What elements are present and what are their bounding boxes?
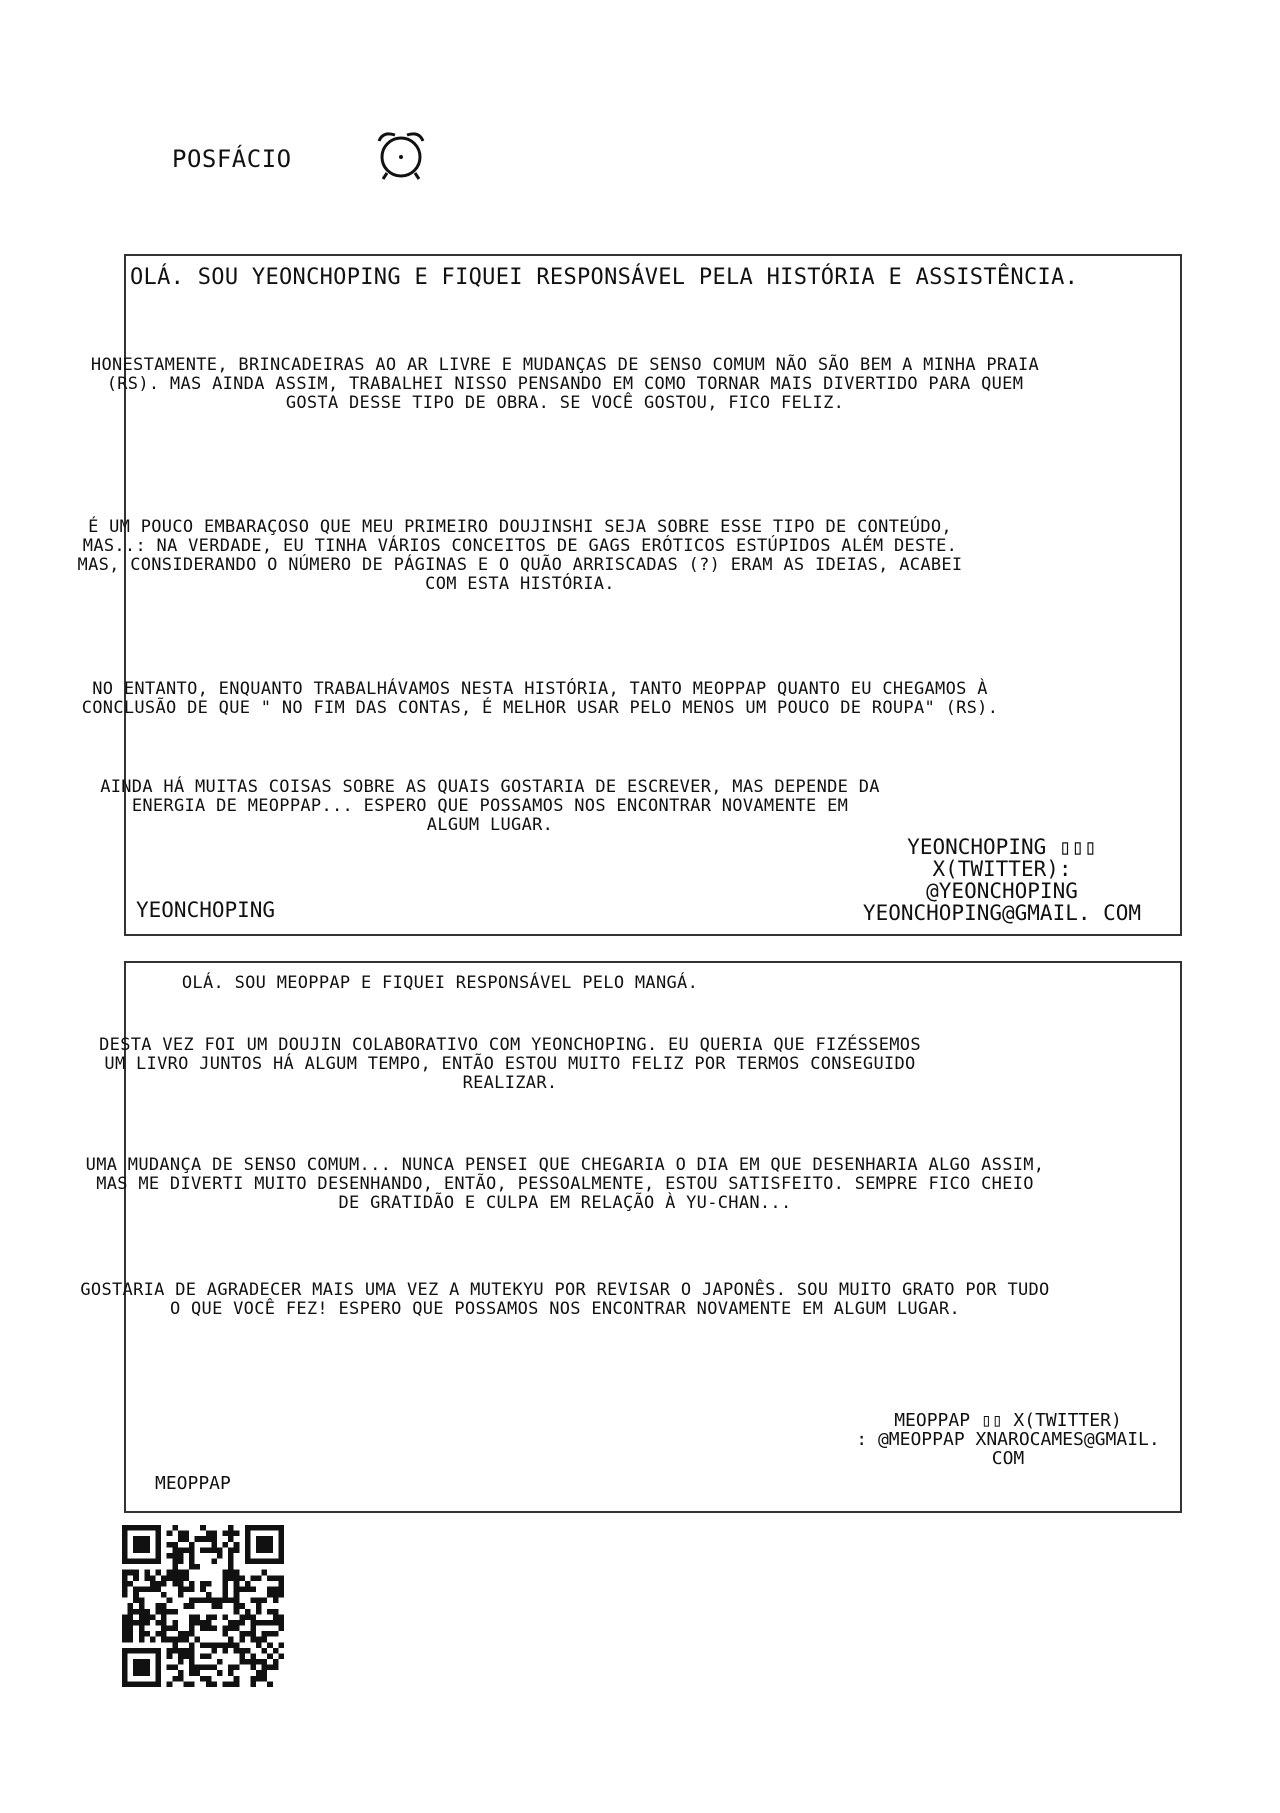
box2-heading: OLÁ. SOU MEOPPAP E FIQUEI RESPONSÁVEL PELO MANGÁ. bbox=[181, 973, 699, 993]
box2-paragraph-1: DESTA VEZ FOI UM DOUJIN COLABORATIVO COM YEONCHOPING. EU QUERIA QUE FIZÉSSEMOS UM LIVRO JUNTOS HÁ ALGUM TEMPO, ENTÃO ESTOU MUITO FELIZ POR TERMOS CONSEGUIDO REALIZAR. bbox=[99, 1035, 921, 1093]
box1-heading: OLÁ. SOU YEONCHOPING E FIQUEI RESPONSÁVEL PELA HISTÓRIA E ASSISTÊNCIA. bbox=[130, 265, 1079, 290]
box1-paragraph-1: HONESTAMENTE, BRINCADEIRAS AO AR LIVRE E MUDANÇAS DE SENSO COMUM NÃO SÃO BEM A MINHA PRAIA (RS). MAS AINDA ASSIM, TRABALHEI NISSO PENSANDO EM COMO TORNAR MAIS DIVERTIDO PARA QUEM GOSTA DESSE TIPO DE OBRA. SE VOCÊ GOSTOU, FICO FELIZ. bbox=[90, 355, 1040, 413]
box2-paragraph-2: UMA MUDANÇA DE SENSO COMUM... NUNCA PENSEI QUE CHEGARIA O DIA EM QUE DESENHARIA ALGO ASSIM, MAS ME DIVERTI MUITO DESENHANDO, ENTÃO, PESSOALMENTE, ESTOU SATISFEITO. SEMPRE FICO CHEIO DE GRATIDÃO E CULPA EM RELAÇÃO À YU-CHAN... bbox=[85, 1155, 1045, 1213]
box1-signature: YEONCHOPING bbox=[136, 898, 276, 922]
page-title: POSFÁCIO bbox=[172, 145, 292, 173]
box1-paragraph-3: NO ENTANTO, ENQUANTO TRABALHÁVAMOS NESTA HISTÓRIA, TANTO MEOPPAP QUANTO EU CHEGAMOS À CONCLUSÃO DE QUE " NO FIM DAS CONTAS, É MELHOR USAR PELO MENOS UM POUCO DE ROUPA" (RS). bbox=[81, 679, 999, 718]
alarm-clock-icon bbox=[373, 127, 429, 183]
box1-paragraph-2: É UM POUCO EMBARAÇOSO QUE MEU PRIMEIRO DOUJINSHI SEJA SOBRE ESSE TIPO DE CONTEÚDO, MAS..: NA VERDADE, EU TINHA VÁRIOS CONCEITOS DE GAGS ERÓTICOS ESTÚPIDOS ALÉM DESTE. MAS, CONSIDERANDO O NÚMERO DE PÁGINAS E O QUÃO ARRISCADAS (?) ERAM AS IDEIAS, ACABEI COM ESTA HISTÓRIA. bbox=[77, 517, 963, 594]
box2-signature: MEOPPAP bbox=[155, 1473, 231, 1494]
box1-paragraph-4: AINDA HÁ MUITAS COISAS SOBRE AS QUAIS GOSTARIA DE ESCREVER, MAS DEPENDE DA ENERGIA DE MEOPPAP... ESPERO QUE POSSAMOS NOS ENCONTRAR NOVAMENTE EM ALGUM LUGAR. bbox=[100, 777, 880, 835]
qr-code-image bbox=[122, 1525, 284, 1687]
box2-contact: MEOPPAP ▯▯ X(TWITTER) : @MEOPPAP XNAROCAMES@GMAIL. COM bbox=[856, 1410, 1160, 1469]
box1-contact: YEONCHOPING ▯▯▯ X(TWITTER): @YEONCHOPING YEONCHOPING@GMAIL. COM bbox=[862, 835, 1142, 925]
box2-paragraph-3: GOSTARIA DE AGRADECER MAIS UMA VEZ A MUTEKYU POR REVISAR O JAPONÊS. SOU MUITO GRATO POR TUDO O QUE VOCÊ FEZ! ESPERO QUE POSSAMOS NOS ENCONTRAR NOVAMENTE EM ALGUM LUGAR. bbox=[80, 1280, 1050, 1319]
